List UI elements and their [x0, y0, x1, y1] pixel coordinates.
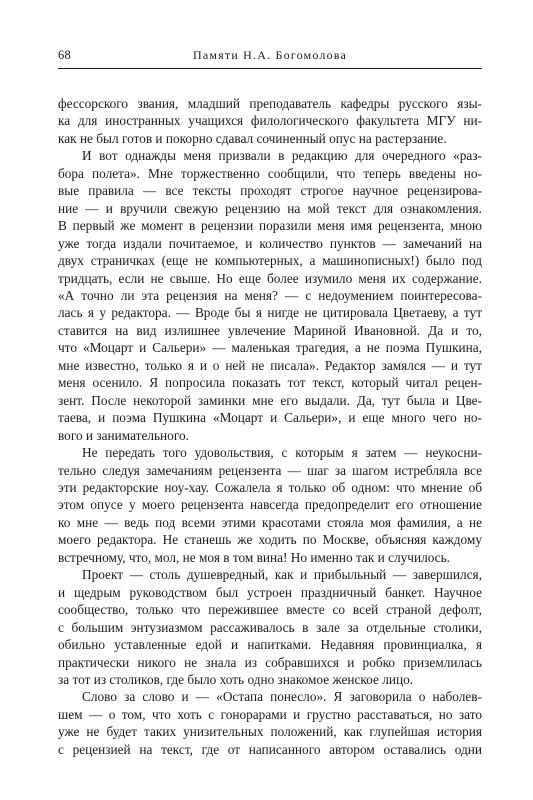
text-line: мне известно, только я и о ней не писала». Редактор замялся — и тут — [58, 357, 482, 373]
text-line: меня осенило. Я попросила показать тот текст, который читал рецен- — [58, 375, 482, 391]
text-line: тельно следуя замечаниям рецензента — шаг за шагом истребляла все — [58, 462, 482, 478]
running-title: Памяти Н.А. Богомолова — [192, 48, 348, 62]
page-number: 68 — [58, 48, 72, 62]
body-text — [58, 95, 482, 758]
text-line: И вот однажды меня призвали в редакцию для очередного «раз- — [82, 148, 482, 164]
paragraph — [58, 444, 482, 566]
text-line: эти редакторские ноу-хау. Сожалела я только об одном: что мнение об — [58, 479, 482, 495]
text-line: уже тогда издали почитаемое, и количество пунктов — замечаний на — [58, 235, 482, 251]
running-header — [58, 46, 482, 69]
paragraph — [58, 147, 482, 444]
text-line: за тот из столиков, где было хоть одно знакомое женское лицо. — [58, 671, 414, 687]
text-line: ко мне — ведь под всеми этими красотами стояла моя фамилия, а не — [58, 514, 482, 530]
text-line: «А точно ли эта рецензия на меня? — с недоумением поинтересова- — [58, 287, 482, 303]
text-line: зент. После некоторой заминки мне его выдали. Да, тут была и Цве- — [58, 392, 482, 408]
text-line: моего редактора. Не станешь же ходить по Москве, объясняя каждому — [58, 532, 482, 548]
text-line: вые правила — все тексты проходят строгое научное рецензирова- — [58, 183, 482, 199]
paragraph — [58, 688, 482, 758]
paragraph — [58, 95, 482, 147]
paragraph — [58, 566, 482, 688]
text-line: с рецензией на текст, где от написанного автором оставались одни — [58, 741, 482, 757]
text-line: тридцать, если не свыше. Но еще более изумило меня их содержание. — [58, 270, 482, 286]
text-line: двух страничках (еще не компьютерных, а машинописных!) было под — [58, 253, 482, 269]
text-line: сообщество, только что пережившее вместе со всей страной дефолт, — [58, 602, 482, 618]
text-line: ние — и вручили свежую рецензию на мой текст для ознакомления. — [58, 200, 482, 216]
text-line: ка для иностранных учащихся филологического факультета МГУ ни- — [58, 113, 482, 129]
text-line: встречному, что, мол, не моя в том вина! Но именно так и случилось. — [58, 549, 450, 565]
text-line: фессорского звания, младший преподаватель кафедры русского язы- — [58, 96, 482, 111]
text-line: этом опусе у моего рецензента навсегда предопределит его отношение — [58, 497, 482, 513]
text-line: и щедрым руководством был устроен праздничный банкет. Научное — [58, 584, 482, 600]
text-line: вого и занимательного. — [58, 427, 189, 443]
text-line: практически никого не знала из собравшихся и робко приземлилась — [58, 654, 482, 670]
text-line: с большим энтузиазмом рассаживалось в зале за отдельные столики, — [58, 619, 482, 635]
text-line: уже не будет таких унизительных положений, как глупейшая история — [58, 724, 482, 740]
text-line: шем — о том, что хоть с гонорарами и грустно расставаться, но зато — [58, 706, 482, 722]
text-line: что «Моцарт и Сальери» — маленькая трагедия, а не поэма Пушкина, — [58, 340, 482, 356]
text-line: обильно уставленные едой и напитками. Недавняя провинциалка, я — [58, 637, 482, 653]
text-line: таева, и поэма Пушкина «Моцарт и Сальери», и еще много чего но- — [58, 410, 482, 426]
text-line: лась я у редактора. — Вроде бы я нигде не цитировала Цветаеву, а тут — [58, 305, 482, 321]
text-line: ставится на вид излишнее увлечение Мариной Ивановной. Да и то, — [58, 322, 482, 338]
text-line: Проект — столь душевредный, как и прибыльный — завершился, — [82, 567, 482, 583]
text-line: Не передать того удовольствия, с которым я затем — неукосни- — [82, 445, 482, 461]
text-line: В первый же момент в рецензии поразили меня имя рецензента, мною — [58, 218, 482, 234]
text-line: бора полета». Мне торжественно сообщили, что теперь введены но- — [58, 165, 482, 181]
text-line: как не был готов и покорно сдавал сочиненный опус на растерзание. — [58, 130, 447, 146]
text-line: Слово за слово и — «Остапа понесло». Я заговорила о наболев- — [82, 689, 482, 705]
